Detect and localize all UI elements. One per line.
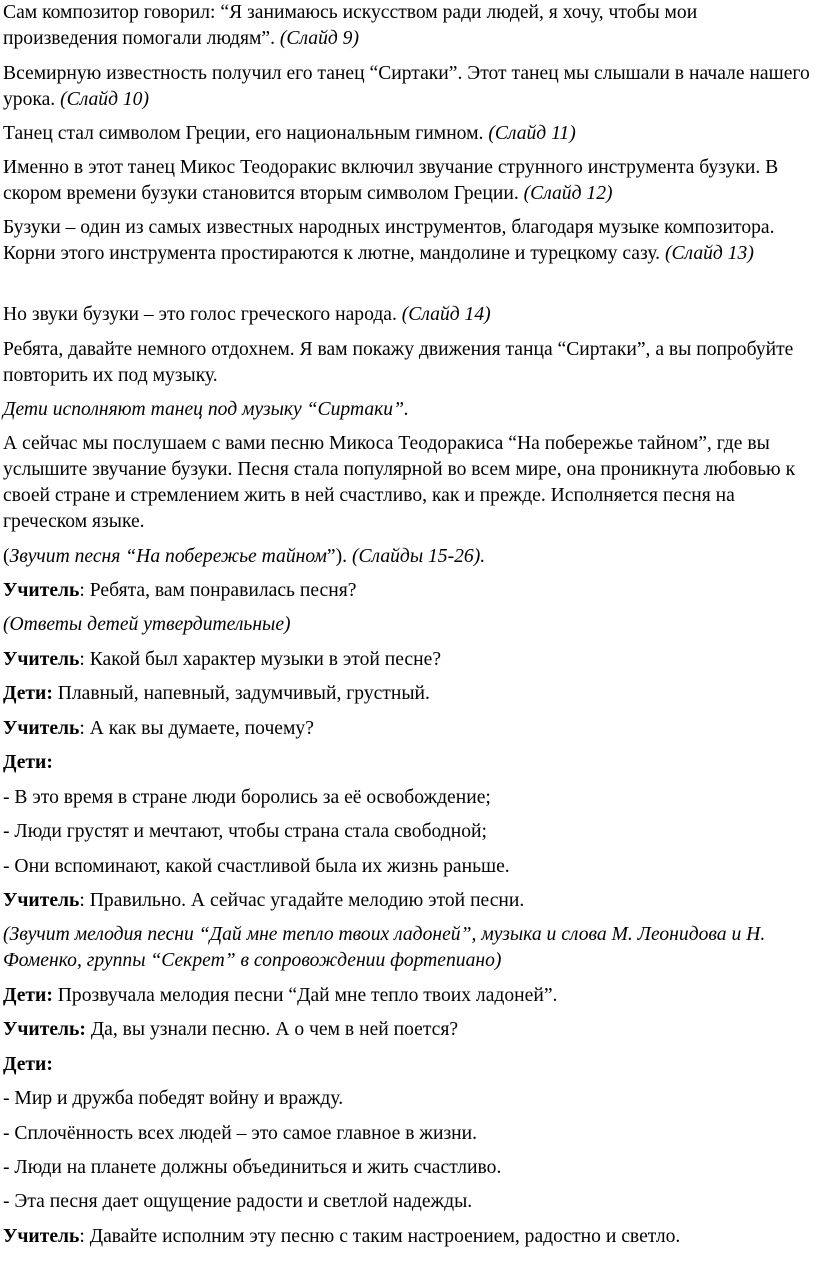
paragraph: [3, 716, 812, 742]
speaker-label: Дети:: [3, 752, 53, 773]
text-run: Всемирную известность получил его танец “Сиртаки”. Этот танец мы слышали в начале нашего урока.: [3, 63, 810, 110]
text-run: Но звуки бузуки – это голос греческого народа.: [3, 304, 402, 325]
speaker-label: Учитель: [3, 890, 80, 911]
paragraph: [3, 785, 812, 811]
paragraph: [3, 1017, 812, 1043]
paragraph: [3, 888, 812, 914]
italic-note: Звучит песня “На побережье тайном: [9, 546, 327, 567]
text-run: Да, вы узнали песню. А о чем в ней поется?: [85, 1019, 459, 1040]
text-run: Плавный, напевный, задумчивый, грустный.: [52, 683, 430, 704]
paragraph: [3, 1189, 812, 1215]
paragraph: [3, 854, 812, 880]
speaker-label: Учитель: [3, 649, 80, 670]
paragraph: [3, 819, 812, 845]
speaker-label: Дети:: [3, 1054, 53, 1075]
paragraph: [3, 578, 812, 604]
italic-note: (Слайд 10): [60, 89, 150, 110]
italic-note: (Звучит мелодия песни “Дай мне тепло твоих ладоней”, музыка и слова М. Леонидова и Н. Фоменко, группы “Секрет” в сопровождении фортепиано): [3, 924, 766, 971]
italic-note: (Слайды 15-26).: [351, 546, 486, 567]
text-run: : Ребята, вам понравилась песня?: [79, 580, 357, 601]
paragraph: [3, 1052, 812, 1078]
text-run: Танец стал символом Греции, его национальным гимном.: [3, 123, 489, 144]
paragraph: [3, 302, 812, 328]
text-run: : Давайте исполним эту песню с таким настроением, радостно и светло.: [79, 1226, 681, 1247]
text-run: - Эта песня дает ощущение радости и светлой надежды.: [3, 1191, 473, 1212]
paragraph: [3, 61, 812, 113]
speaker-label: Учитель: [3, 718, 80, 739]
paragraph: [3, 155, 812, 207]
italic-note: (Ответы детей утвердительные): [3, 614, 291, 635]
italic-note: (Слайд 12): [523, 183, 613, 204]
text-run: Именно в этот танец Микос Теодоракис включил звучание струнного инструмента бузуки. В скором времени бузуки становится вторым символом Греции.: [3, 157, 779, 204]
text-run: : Правильно. А сейчас угадайте мелодию этой песни.: [79, 890, 525, 911]
paragraph: [3, 121, 812, 147]
text-run: - Мир и дружба победят войну и вражду.: [3, 1088, 344, 1109]
text-run: - Люди на планете должны объединиться и жить счастливо.: [3, 1157, 502, 1178]
text-run: - Они вспоминают, какой счастливой была их жизнь раньше.: [3, 856, 510, 877]
text-run: Ребята, давайте немного отдохнем. Я вам покажу движения танца “Сиртаки”, а вы попробуйте повторить их под музыку.: [3, 339, 794, 386]
italic-note: Дети исполняют танец под музыку “Сиртаки”.: [3, 399, 409, 420]
text-run: : А как вы думаете, почему?: [79, 718, 314, 739]
paragraph: [3, 922, 812, 974]
paragraph: [3, 431, 812, 535]
text-run: (: [3, 546, 10, 567]
paragraph: [3, 983, 812, 1009]
paragraph: [3, 1224, 812, 1250]
paragraph: [3, 337, 812, 389]
paragraph: [3, 750, 812, 776]
speaker-label: Дети:: [3, 683, 53, 704]
text-run: Прозвучала мелодия песни “Дай мне тепло твоих ладоней”.: [52, 985, 558, 1006]
speaker-label: Учитель: [3, 1226, 80, 1247]
italic-note: (Слайд 11): [488, 123, 576, 144]
paragraph: [3, 647, 812, 673]
paragraph: [3, 544, 812, 570]
text-run: - Люди грустят и мечтают, чтобы страна стала свободной;: [3, 821, 487, 842]
text-run: - В это время в стране люди боролись за её освобождение;: [3, 787, 491, 808]
speaker-label: Учитель: [3, 580, 80, 601]
paragraph: [3, 1086, 812, 1112]
paragraph: [3, 215, 812, 267]
paragraph: [3, 612, 812, 638]
text-run: : Какой был характер музыки в этой песне?: [79, 649, 442, 670]
speaker-label: Учитель:: [3, 1019, 86, 1040]
paragraph: [3, 0, 812, 52]
text-run: ”).: [326, 546, 352, 567]
paragraph: [3, 1121, 812, 1147]
text-run: - Сплочённость всех людей – это самое главное в жизни.: [3, 1123, 478, 1144]
text-run: Сам композитор говорил: “Я занимаюсь искусством ради людей, я хочу, чтобы мои произведения помогали людям”.: [3, 2, 698, 49]
text-run: Бузуки – один из самых известных народных инструментов, благодаря музыке композитора. Корни этого инструмента простираются к лютне, мандолине и турецкому сазу.: [3, 217, 775, 264]
paragraph: [3, 681, 812, 707]
text-run: А сейчас мы послушаем с вами песню Микоса Теодоракиса “На побережье тайном”, где вы услышите звучание бузуки. Песня стала популярной во всем мире, она проникнута любовью к своей стране и стремлением жить в ней счастливо, как и прежде. Исполняется песня на греческом языке.: [3, 433, 796, 532]
paragraph: [3, 1155, 812, 1181]
italic-note: (Слайд 13): [664, 243, 754, 264]
italic-note: (Слайд 14): [401, 304, 491, 325]
speaker-label: Дети:: [3, 985, 53, 1006]
paragraph: [3, 397, 812, 423]
italic-note: (Слайд 9): [279, 28, 360, 49]
